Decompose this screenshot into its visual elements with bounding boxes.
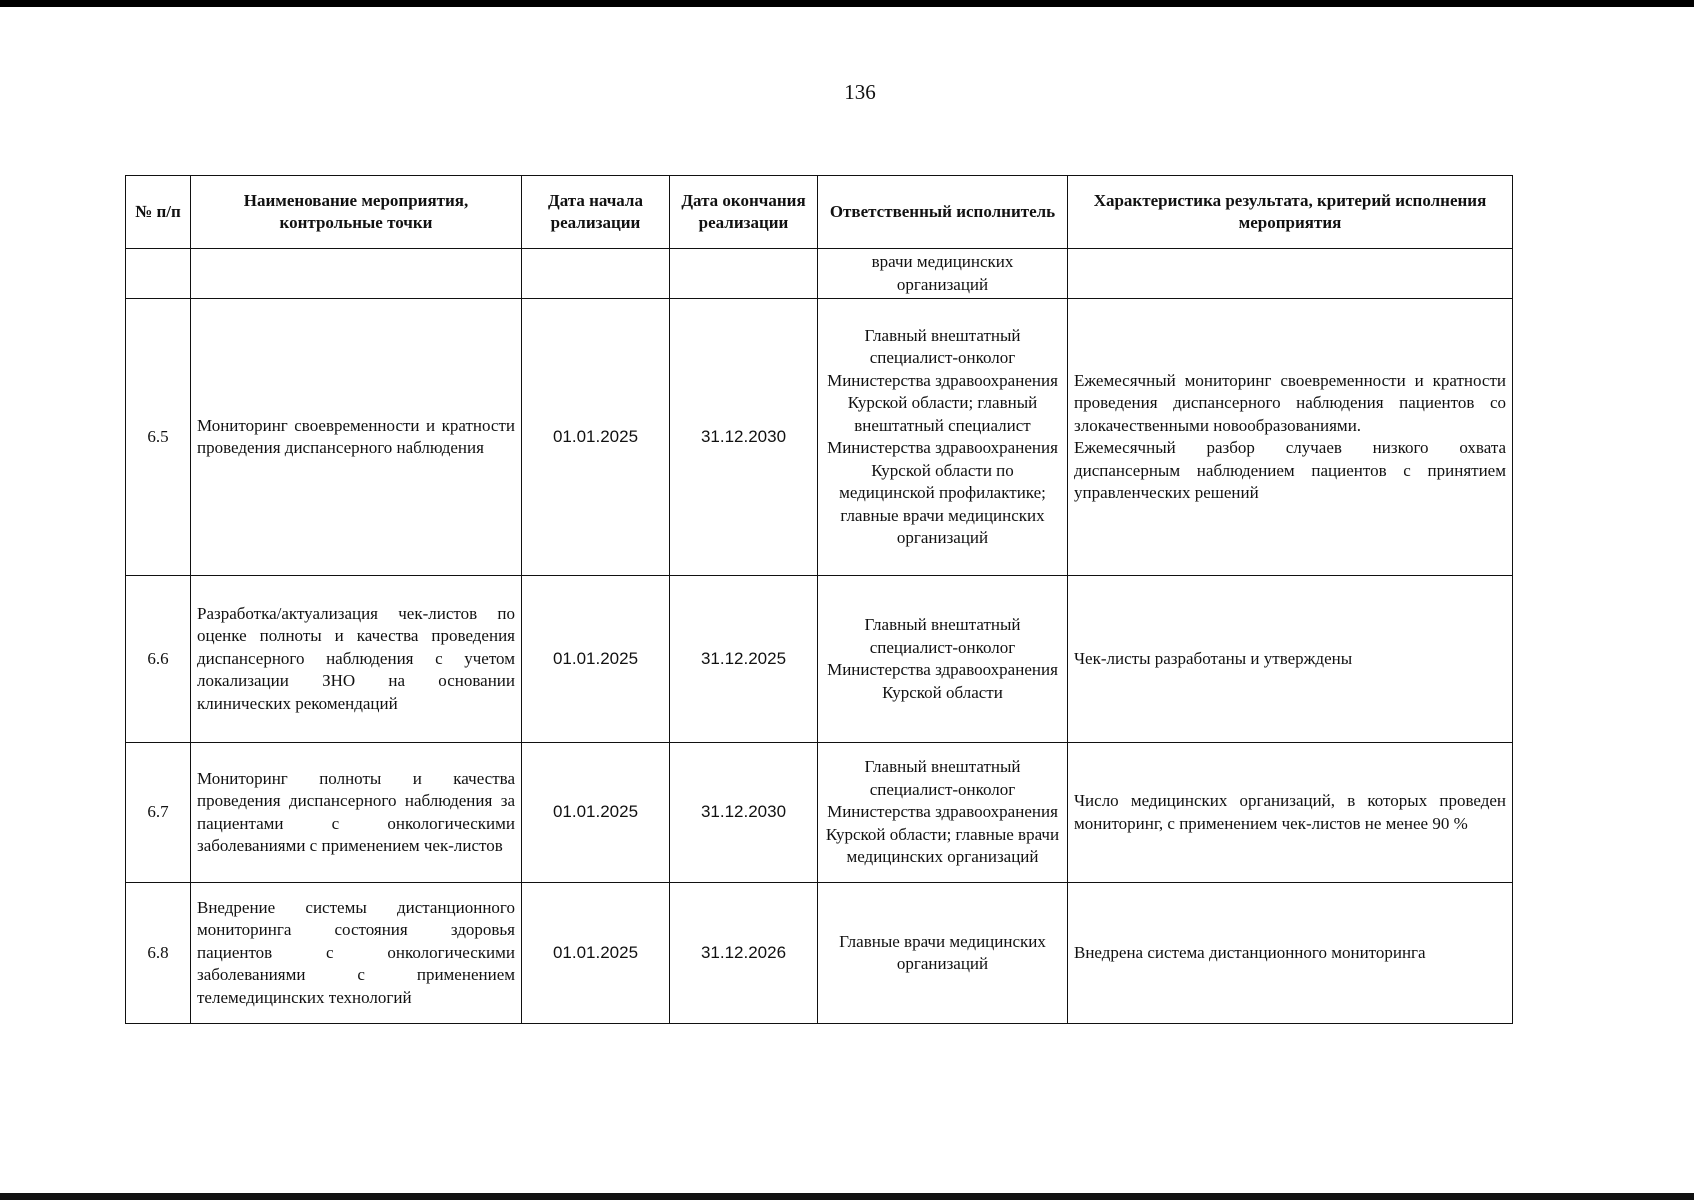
header-num: № п/п: [126, 176, 191, 249]
activities-table: [125, 175, 1513, 1024]
cell-responsible: Главные врачи медицинских организаций: [818, 883, 1068, 1024]
table-row: [126, 743, 1513, 883]
cell-name: Мониторинг своевременности и кратности проведения диспансерного наблюдения: [191, 299, 522, 576]
cell-start-date: 01.01.2025: [522, 299, 670, 576]
cell-start-date: 01.01.2025: [522, 883, 670, 1024]
scan-border-bottom: [0, 1193, 1694, 1200]
cell-responsible: Главный внештатный специалист-онколог Министерства здравоохранения Курской области; главные врачи медицинских организаций: [818, 743, 1068, 883]
cell-name: Мониторинг полноты и качества проведения диспансерного наблюдения за пациентами с онкологическими заболеваниями с применением чек-листов: [191, 743, 522, 883]
cell-start-date: 01.01.2025: [522, 576, 670, 743]
cell-start-date: [522, 249, 670, 299]
cell-result: Чек-листы разработаны и утверждены: [1068, 576, 1513, 743]
table-row: [126, 249, 1513, 299]
table-row: [126, 576, 1513, 743]
scan-border-top: [0, 0, 1694, 7]
cell-result: [1068, 299, 1513, 576]
cell-num: 6.7: [126, 743, 191, 883]
cell-num: 6.5: [126, 299, 191, 576]
header-end-date: Дата окончания реализации: [670, 176, 818, 249]
table-header-row: [126, 176, 1513, 249]
cell-name: [191, 249, 522, 299]
header-responsible: Ответственный исполнитель: [818, 176, 1068, 249]
cell-responsible: врачи медицинских организаций: [818, 249, 1068, 299]
cell-end-date: 31.12.2030: [670, 299, 818, 576]
cell-end-date: 31.12.2025: [670, 576, 818, 743]
cell-name: Внедрение системы дистанционного мониторинга состояния здоровья пациентов с онкологическими заболеваниями с применением телемедицинских технологий: [191, 883, 522, 1024]
cell-start-date: 01.01.2025: [522, 743, 670, 883]
table-row: [126, 883, 1513, 1024]
cell-end-date: [670, 249, 818, 299]
cell-responsible: Главный внештатный специалист-онколог Министерства здравоохранения Курской области: [818, 576, 1068, 743]
cell-num: 6.6: [126, 576, 191, 743]
header-name: Наименование мероприятия, контрольные точки: [191, 176, 522, 249]
cell-name: Разработка/актуализация чек-листов по оценке полноты и качества проведения диспансерного наблюдения с учетом локализации ЗНО на основании клинических рекомендаций: [191, 576, 522, 743]
header-start-date: Дата начала реализации: [522, 176, 670, 249]
result-paragraph: Ежемесячный мониторинг своевременности и кратности проведения диспансерного наблюдения пациентов со злокачественными новообразованиями.: [1074, 370, 1506, 435]
page-number: 136: [844, 80, 876, 104]
cell-num: 6.8: [126, 883, 191, 1024]
result-paragraph-extra: Ежемесячный разбор случаев низкого охвата диспансерным наблюдением пациентов с принятием управленческих решений: [1074, 438, 1506, 502]
cell-end-date: 31.12.2026: [670, 883, 818, 1024]
table-row: [126, 299, 1513, 576]
cell-responsible: Главный внештатный специалист-онколог Министерства здравоохранения Курской области; главный внештатный специалист Министерства здравоохранения Курской области по медицинской профилактике; главные врачи медицинских организаций: [818, 299, 1068, 576]
cell-result: Число медицинских организаций, в которых проведен мониторинг, с применением чек-листов не менее 90 %: [1068, 743, 1513, 883]
cell-result: [1068, 249, 1513, 299]
header-result: Характеристика результата, критерий исполнения мероприятия: [1068, 176, 1513, 249]
cell-result: Внедрена система дистанционного мониторинга: [1068, 883, 1513, 1024]
cell-num: [126, 249, 191, 299]
cell-end-date: 31.12.2030: [670, 743, 818, 883]
